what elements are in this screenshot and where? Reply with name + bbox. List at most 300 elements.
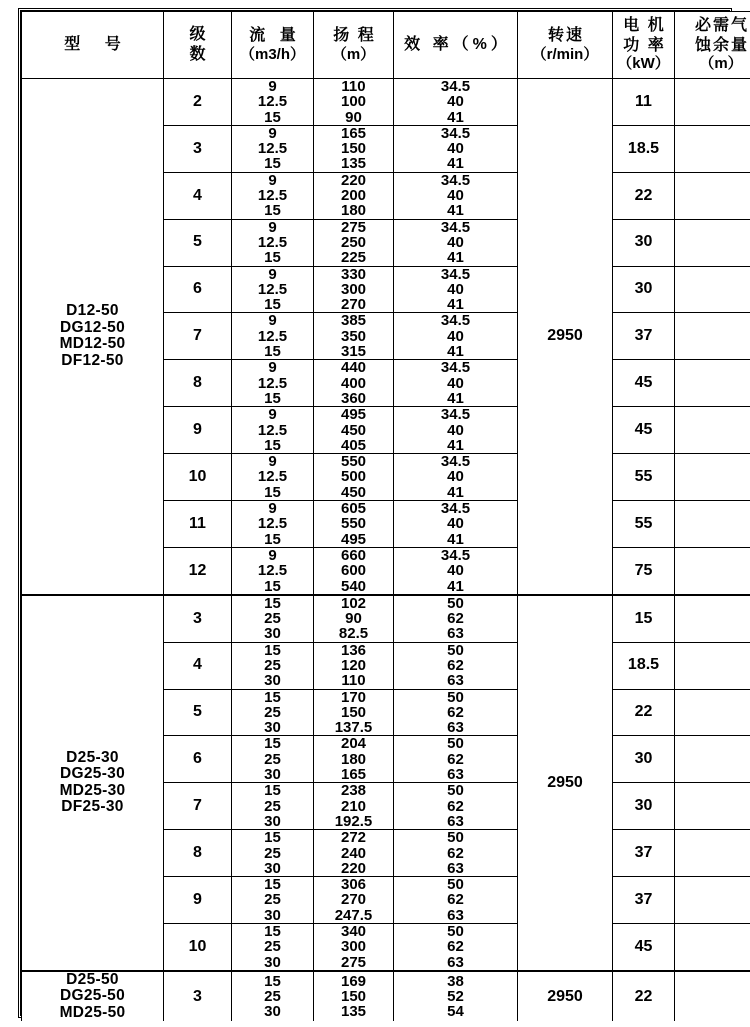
cell-head-value: 137.5: [334, 719, 373, 736]
cell-efficiency: [394, 877, 518, 924]
cell-efficiency-value: 62: [447, 891, 464, 909]
header-unit-power: （kW）: [617, 55, 670, 73]
cell-flow-value: 9: [268, 125, 277, 142]
cell-flow-value: 15: [264, 436, 281, 454]
cell-flow-value: 9: [268, 219, 277, 236]
model-name: D25-30: [66, 748, 119, 766]
cell-power: 30: [613, 266, 675, 313]
cell-power: 30: [613, 783, 675, 830]
cell-power: 18.5: [613, 642, 675, 689]
cell-flow: [232, 360, 314, 407]
header-label-efficiency: 效 率（%）: [404, 36, 511, 54]
cell-npsh: [675, 830, 750, 877]
cell-head-value: 495: [340, 530, 367, 548]
cell-head-value: 210: [340, 797, 367, 815]
cell-head: [314, 313, 394, 360]
cell-head-value: 272: [340, 829, 367, 847]
cell-stages: 3: [164, 971, 232, 1022]
cell-head: [314, 971, 394, 1022]
cell-flow-value: 30: [264, 859, 281, 877]
cell-power: 15: [613, 595, 675, 642]
cell-flow-value: 15: [264, 577, 281, 595]
cell-stages: 8: [164, 360, 232, 407]
model-name: DF25-30: [61, 798, 124, 816]
cell-efficiency-value: 40: [447, 140, 464, 158]
cell-npsh: [675, 595, 750, 642]
cell-head-value: 82.5: [338, 625, 369, 643]
cell-efficiency-value: 34.5: [440, 500, 471, 518]
cell-stages: 2: [164, 79, 232, 126]
pump-specification-table: [21, 11, 750, 1021]
cell-flow-value: 12.5: [257, 515, 288, 533]
cell-flow: [232, 830, 314, 877]
cell-flow-value: 9: [268, 266, 277, 283]
cell-efficiency-value: 40: [447, 280, 464, 298]
cell-head-value: 385: [340, 312, 367, 330]
cell-head-value: 165: [340, 125, 367, 142]
cell-flow-value: 25: [264, 656, 281, 674]
cell-stages: 9: [164, 877, 232, 924]
cell-stages: 5: [164, 219, 232, 266]
cell-efficiency-value: 62: [447, 797, 464, 815]
cell-flow: [232, 689, 314, 736]
header-label-speed: 转速: [547, 27, 584, 45]
cell-head-value: 90: [345, 610, 362, 628]
cell-head-value: 300: [340, 938, 367, 956]
cell-npsh: [675, 454, 750, 501]
cell-flow: [232, 313, 314, 360]
header-unit-head: （m）: [331, 45, 376, 63]
cell-power: 75: [613, 547, 675, 594]
cell-efficiency-value: 34.5: [440, 78, 471, 95]
cell-stages: 10: [164, 924, 232, 971]
cell-head-value: 300: [340, 280, 367, 298]
cell-efficiency-value: 34.5: [440, 312, 471, 330]
cell-npsh: [675, 877, 750, 924]
cell-power: 30: [613, 736, 675, 783]
cell-flow-value: 15: [264, 389, 281, 407]
cell-head: [314, 924, 394, 971]
cell-stages: 7: [164, 313, 232, 360]
cell-head-value: 247.5: [334, 906, 373, 924]
cell-speed: 2950: [518, 79, 613, 595]
cell-flow-value: 9: [268, 547, 277, 564]
cell-efficiency: [394, 313, 518, 360]
header-label-stages: 级 数: [189, 26, 216, 63]
cell-head-value: 150: [340, 140, 367, 158]
header-unit-flow: （m3/h）: [239, 45, 305, 63]
cell-head: [314, 79, 394, 126]
column-header-speed: [518, 12, 613, 79]
cell-head: [314, 219, 394, 266]
cell-flow-value: 9: [268, 172, 277, 189]
cell-head-value: 136: [340, 642, 367, 659]
cell-flow-value: 30: [264, 1003, 281, 1021]
cell-efficiency-value: 40: [447, 327, 464, 345]
cell-flow: [232, 877, 314, 924]
cell-stages: 3: [164, 125, 232, 172]
cell-head-value: 450: [340, 483, 367, 501]
cell-flow-value: 25: [264, 750, 281, 768]
cell-flow-value: 15: [264, 202, 281, 220]
model-name: DG12-50: [60, 318, 125, 336]
cell-head: [314, 736, 394, 783]
cell-efficiency-value: 34.5: [440, 266, 471, 283]
cell-flow-value: 15: [264, 249, 281, 267]
cell-efficiency-value: 63: [447, 719, 464, 736]
header-label-flow: 流 量: [249, 27, 301, 45]
cell-head-value: 180: [340, 750, 367, 768]
cell-stages: 12: [164, 547, 232, 594]
cell-efficiency-value: 63: [447, 625, 464, 643]
cell-head: [314, 783, 394, 830]
cell-head-value: 225: [340, 249, 367, 267]
cell-speed: 2950: [518, 595, 613, 971]
cell-flow: [232, 407, 314, 454]
cell-head-value: 120: [340, 656, 367, 674]
cell-efficiency-value: 41: [447, 296, 464, 313]
cell-power: 45: [613, 360, 675, 407]
cell-efficiency-value: 34.5: [440, 125, 471, 142]
cell-stages: 4: [164, 642, 232, 689]
header-unit-npsh: （m）: [699, 55, 743, 73]
cell-model-group: [22, 595, 164, 971]
table-row: [22, 595, 750, 642]
cell-flow-value: 9: [268, 500, 277, 518]
cell-efficiency-value: 62: [447, 844, 464, 862]
cell-efficiency: [394, 125, 518, 172]
table-row: [22, 79, 750, 126]
cell-flow-value: 12.5: [257, 374, 288, 392]
model-name: D25-50: [66, 970, 119, 988]
cell-power: 45: [613, 924, 675, 971]
cell-flow-value: 15: [264, 155, 281, 173]
cell-efficiency-value: 41: [447, 249, 464, 267]
cell-npsh: [675, 219, 750, 266]
cell-head-value: 169: [340, 972, 367, 990]
cell-head-value: 135: [340, 155, 367, 173]
table-body: [22, 79, 750, 1022]
cell-efficiency-value: 50: [447, 642, 464, 659]
cell-head-value: 135: [340, 1003, 367, 1021]
cell-power: 55: [613, 454, 675, 501]
cell-head-value: 350: [340, 327, 367, 345]
cell-flow-value: 25: [264, 988, 281, 1006]
cell-flow: [232, 79, 314, 126]
cell-flow-value: 12.5: [257, 280, 288, 298]
cell-efficiency-value: 52: [447, 988, 464, 1006]
cell-flow-value: 12.5: [257, 233, 288, 251]
cell-head: [314, 454, 394, 501]
cell-head: [314, 547, 394, 594]
cell-head-value: 315: [340, 343, 367, 360]
table-row: [22, 971, 750, 1022]
cell-head-value: 495: [340, 406, 367, 424]
cell-efficiency: [394, 547, 518, 594]
cell-head: [314, 595, 394, 642]
cell-npsh: [675, 924, 750, 971]
cell-head-value: 102: [340, 594, 367, 612]
cell-flow-value: 9: [268, 78, 277, 95]
cell-efficiency-value: 38: [447, 972, 464, 990]
cell-efficiency: [394, 266, 518, 313]
cell-speed: 2950: [518, 971, 613, 1022]
cell-efficiency-value: 34.5: [440, 453, 471, 471]
cell-efficiency-value: 40: [447, 421, 464, 439]
cell-efficiency-value: 41: [447, 483, 464, 501]
cell-head-value: 220: [340, 172, 367, 189]
cell-flow-value: 15: [264, 876, 281, 894]
cell-flow-value: 25: [264, 703, 281, 721]
cell-head-value: 405: [340, 436, 367, 454]
cell-flow-value: 15: [264, 108, 281, 126]
cell-flow-value: 12.5: [257, 468, 288, 486]
cell-flow-value: 15: [264, 343, 281, 360]
cell-efficiency-value: 34.5: [440, 172, 471, 189]
cell-efficiency-value: 34.5: [440, 359, 471, 377]
cell-flow-value: 15: [264, 972, 281, 990]
cell-efficiency-value: 63: [447, 906, 464, 924]
column-header-head: [314, 12, 394, 79]
spec-table-frame: [18, 8, 749, 1021]
cell-flow-value: 25: [264, 610, 281, 628]
cell-head-value: 500: [340, 468, 367, 486]
cell-flow: [232, 595, 314, 642]
cell-efficiency-value: 54: [447, 1003, 464, 1021]
model-name: DG25-50: [60, 987, 125, 1005]
cell-flow-value: 15: [264, 483, 281, 501]
cell-head-value: 450: [340, 421, 367, 439]
column-header-flow: [232, 12, 314, 79]
cell-npsh: [675, 642, 750, 689]
cell-head: [314, 266, 394, 313]
cell-efficiency-value: 40: [447, 468, 464, 486]
cell-efficiency: [394, 971, 518, 1022]
cell-flow-value: 30: [264, 953, 281, 971]
cell-head-value: 180: [340, 202, 367, 220]
cell-head-value: 306: [340, 876, 367, 894]
cell-npsh: [675, 501, 750, 548]
cell-efficiency-value: 41: [447, 389, 464, 407]
cell-efficiency-value: 62: [447, 610, 464, 628]
cell-flow-value: 12.5: [257, 421, 288, 439]
cell-efficiency-value: 41: [447, 202, 464, 220]
cell-efficiency-value: 50: [447, 735, 464, 753]
cell-efficiency-value: 63: [447, 672, 464, 690]
cell-stages: 6: [164, 266, 232, 313]
header-label-npsh-line1: 必需气: [694, 17, 749, 35]
cell-npsh: [675, 547, 750, 594]
cell-efficiency-value: 63: [447, 953, 464, 971]
cell-flow: [232, 454, 314, 501]
cell-flow-value: 30: [264, 812, 281, 830]
cell-efficiency: [394, 736, 518, 783]
cell-head-value: 192.5: [334, 812, 373, 830]
cell-flow-value: 15: [264, 296, 281, 313]
cell-head-value: 220: [340, 859, 367, 877]
cell-model-group: [22, 971, 164, 1022]
cell-flow-value: 15: [264, 530, 281, 548]
cell-npsh: [675, 407, 750, 454]
cell-stages: 8: [164, 830, 232, 877]
cell-flow: [232, 924, 314, 971]
cell-head: [314, 830, 394, 877]
cell-head-value: 150: [340, 703, 367, 721]
cell-head-value: 170: [340, 689, 367, 706]
cell-efficiency-value: 50: [447, 782, 464, 800]
cell-head: [314, 501, 394, 548]
cell-flow-value: 30: [264, 719, 281, 736]
cell-efficiency: [394, 454, 518, 501]
cell-flow-value: 9: [268, 312, 277, 330]
cell-efficiency-value: 40: [447, 233, 464, 251]
cell-head-value: 605: [340, 500, 367, 518]
cell-efficiency-value: 62: [447, 656, 464, 674]
cell-efficiency: [394, 79, 518, 126]
cell-npsh: [675, 313, 750, 360]
header-label-power-line1: 电 机: [623, 17, 666, 35]
cell-flow-value: 15: [264, 735, 281, 753]
cell-efficiency-value: 50: [447, 689, 464, 706]
cell-head-value: 150: [340, 988, 367, 1006]
cell-efficiency-value: 40: [447, 562, 464, 580]
column-header-model: [22, 12, 164, 79]
cell-flow: [232, 501, 314, 548]
cell-flow-value: 15: [264, 923, 281, 941]
cell-head-value: 240: [340, 844, 367, 862]
cell-flow: [232, 125, 314, 172]
cell-flow-value: 30: [264, 672, 281, 690]
cell-npsh: [675, 172, 750, 219]
cell-flow: [232, 642, 314, 689]
cell-head-value: 165: [340, 766, 367, 783]
cell-head-value: 200: [340, 187, 367, 205]
header-label-npsh-line2: 蚀余量: [694, 36, 749, 54]
cell-efficiency-value: 62: [447, 703, 464, 721]
model-name: DG25-30: [60, 765, 125, 783]
cell-head-value: 550: [340, 453, 367, 471]
cell-flow: [232, 736, 314, 783]
cell-head-value: 270: [340, 891, 367, 909]
cell-model-group: [22, 79, 164, 595]
cell-efficiency-value: 40: [447, 374, 464, 392]
cell-efficiency: [394, 360, 518, 407]
model-name: D12-50: [66, 302, 119, 320]
column-header-stages: [164, 12, 232, 79]
column-header-efficiency: [394, 12, 518, 79]
cell-npsh: [675, 736, 750, 783]
cell-flow-value: 25: [264, 844, 281, 862]
model-name: DF12-50: [61, 351, 124, 369]
cell-efficiency-value: 40: [447, 515, 464, 533]
cell-npsh: [675, 266, 750, 313]
cell-head-value: 238: [340, 782, 367, 800]
cell-head-value: 110: [341, 78, 366, 95]
cell-head: [314, 172, 394, 219]
cell-efficiency: [394, 783, 518, 830]
cell-flow-value: 15: [264, 689, 281, 706]
cell-flow-value: 9: [268, 453, 277, 471]
cell-stages: 4: [164, 172, 232, 219]
cell-head-value: 250: [340, 233, 367, 251]
cell-efficiency-value: 63: [447, 812, 464, 830]
cell-efficiency: [394, 407, 518, 454]
cell-efficiency-value: 63: [447, 766, 464, 783]
cell-flow-value: 30: [264, 625, 281, 643]
column-header-power: [613, 12, 675, 79]
cell-power: 18.5: [613, 125, 675, 172]
cell-efficiency-value: 41: [447, 155, 464, 173]
model-name: MD12-50: [59, 335, 126, 353]
cell-flow: [232, 547, 314, 594]
cell-head-value: 275: [340, 953, 367, 971]
cell-efficiency: [394, 830, 518, 877]
cell-efficiency-value: 41: [447, 436, 464, 454]
cell-power: 37: [613, 313, 675, 360]
header-label-model: 型 号: [64, 36, 131, 54]
cell-flow-value: 12.5: [257, 327, 288, 345]
cell-efficiency-value: 41: [447, 530, 464, 548]
header-label-head: 扬 程: [333, 27, 376, 45]
model-name: MD25-50: [59, 1003, 126, 1021]
cell-head-value: 330: [340, 266, 367, 283]
cell-stages: 7: [164, 783, 232, 830]
cell-head: [314, 360, 394, 407]
table-header: [22, 12, 750, 79]
cell-power: 45: [613, 407, 675, 454]
header-row: [22, 12, 750, 79]
cell-head-value: 360: [340, 389, 367, 407]
cell-head-value: 660: [340, 547, 367, 564]
cell-npsh: [675, 971, 750, 1022]
cell-flow-value: 15: [264, 594, 281, 612]
cell-efficiency: [394, 924, 518, 971]
cell-efficiency-value: 41: [447, 577, 464, 595]
cell-power: 22: [613, 971, 675, 1022]
cell-flow-value: 30: [264, 766, 281, 783]
cell-efficiency-value: 34.5: [440, 406, 471, 424]
cell-efficiency-value: 41: [447, 108, 464, 126]
cell-efficiency-value: 40: [447, 187, 464, 205]
cell-efficiency-value: 50: [447, 923, 464, 941]
cell-efficiency-value: 62: [447, 750, 464, 768]
cell-efficiency-value: 62: [447, 938, 464, 956]
model-name: MD25-30: [59, 781, 126, 799]
cell-head-value: 275: [340, 219, 367, 236]
cell-flow: [232, 266, 314, 313]
cell-power: 11: [613, 79, 675, 126]
cell-efficiency: [394, 501, 518, 548]
cell-flow-value: 12.5: [257, 140, 288, 158]
cell-head: [314, 125, 394, 172]
cell-stages: 6: [164, 736, 232, 783]
cell-efficiency-value: 34.5: [440, 219, 471, 236]
cell-flow: [232, 172, 314, 219]
cell-head-value: 100: [340, 93, 367, 111]
cell-efficiency-value: 63: [447, 859, 464, 877]
cell-stages: 5: [164, 689, 232, 736]
cell-head-value: 90: [345, 108, 362, 126]
cell-stages: 11: [164, 501, 232, 548]
cell-efficiency: [394, 642, 518, 689]
cell-efficiency-value: 41: [447, 343, 464, 360]
cell-efficiency-value: 50: [447, 594, 464, 612]
cell-head-value: 204: [340, 735, 367, 753]
cell-efficiency: [394, 219, 518, 266]
cell-efficiency-value: 50: [447, 876, 464, 894]
cell-power: 30: [613, 219, 675, 266]
cell-efficiency: [394, 595, 518, 642]
